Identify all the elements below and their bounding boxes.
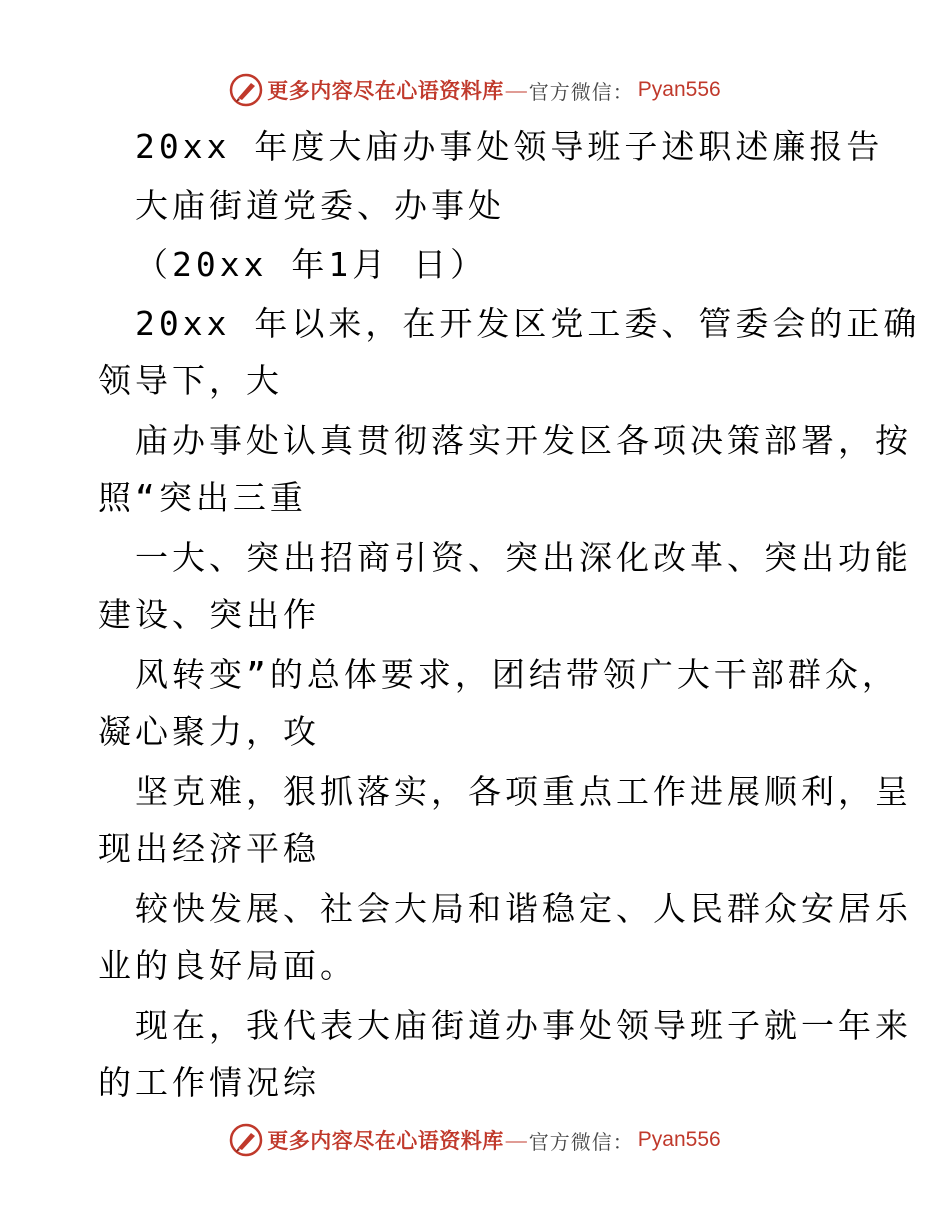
- banner-brand: 更多内容尽在心语资料库: [267, 1128, 504, 1153]
- header-banner: [0, 70, 950, 110]
- body-line: 风转变”的总体要求，团结带领广大干部群众，: [135, 655, 899, 694]
- body-line: 建设、突出作: [98, 595, 320, 634]
- document-author: 大庙街道党委、办事处: [135, 186, 505, 225]
- body-line: 20xx 年以来，在开发区党工委、管委会的正确: [135, 304, 921, 343]
- banner-official-label: 官方微信：: [528, 79, 634, 104]
- banner-handle: Pyan556: [637, 78, 721, 101]
- pen-logo-icon: [229, 1123, 263, 1157]
- body-line: 凝心聚力，攻: [98, 712, 320, 751]
- body-line: 的工作情况综: [98, 1063, 320, 1102]
- body-line: 业的良好局面。: [98, 946, 357, 985]
- body-line: 领导下，大: [98, 361, 283, 400]
- body-line: 坚克难，狠抓落实，各项重点工作进展顺利，呈: [135, 772, 912, 811]
- pen-logo-icon: [229, 73, 263, 107]
- document-date: （20xx 年1月 日）: [135, 245, 488, 284]
- body-line: 照“突出三重: [98, 478, 307, 517]
- body-line: 现在，我代表大庙街道办事处领导班子就一年来: [135, 1006, 912, 1045]
- document-title: 20xx 年度大庙办事处领导班子述职述廉报告: [135, 127, 884, 166]
- footer-banner: [0, 1120, 950, 1160]
- banner-dash: —: [505, 1127, 527, 1152]
- banner-handle: Pyan556: [637, 1128, 721, 1151]
- banner-brand: 更多内容尽在心语资料库: [267, 78, 504, 103]
- body-line: 庙办事处认真贯彻落实开发区各项决策部署，按: [135, 421, 912, 460]
- body-line: 较快发展、社会大局和谐稳定、人民群众安居乐: [135, 889, 912, 928]
- body-line: 一大、突出招商引资、突出深化改革、突出功能: [135, 538, 912, 577]
- banner-dash: —: [505, 77, 527, 102]
- body-line: 现出经济平稳: [98, 829, 320, 868]
- banner-official-label: 官方微信：: [528, 1129, 634, 1154]
